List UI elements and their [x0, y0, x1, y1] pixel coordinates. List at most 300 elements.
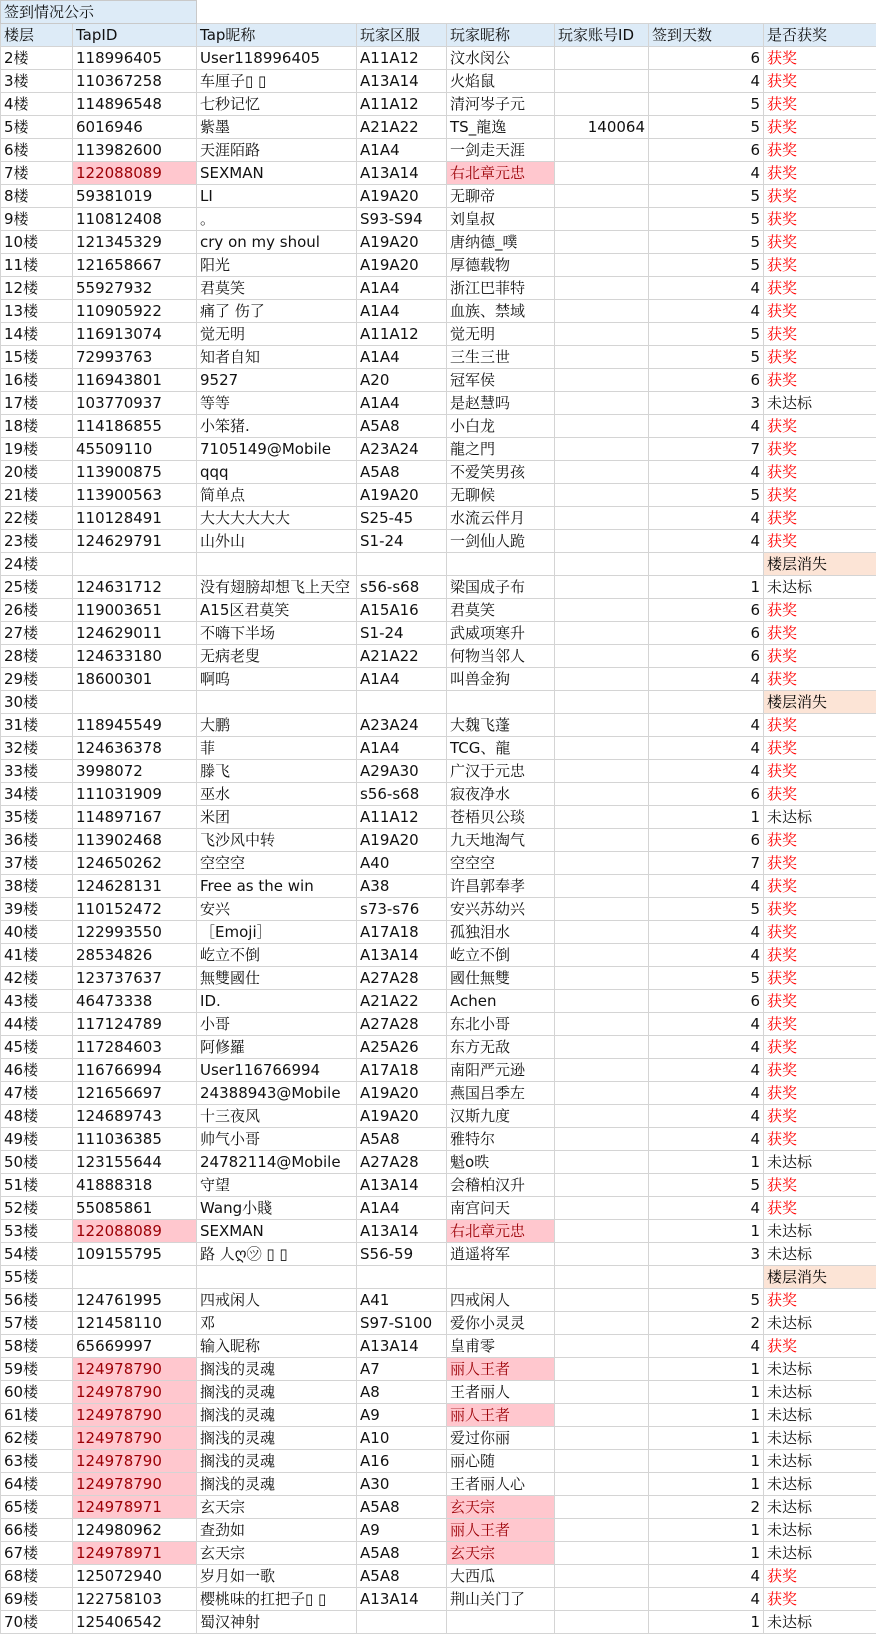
cell-signin-days[interactable]: 5	[649, 346, 764, 369]
cell-account-id[interactable]	[555, 737, 649, 760]
cell-award-status[interactable]: 获奖	[764, 1128, 876, 1151]
cell-signin-days[interactable]: 4	[649, 415, 764, 438]
cell-player-nickname[interactable]: Achen	[447, 990, 555, 1013]
cell-tapid[interactable]: 123155644	[73, 1151, 197, 1174]
cell-player-nickname[interactable]: 丽人王者	[447, 1404, 555, 1427]
cell-tapid[interactable]: 109155795	[73, 1243, 197, 1266]
cell-account-id[interactable]	[555, 323, 649, 346]
cell-player-nickname[interactable]: 三生三世	[447, 346, 555, 369]
cell-award-status[interactable]: 获奖	[764, 645, 876, 668]
cell-tap-nickname[interactable]: 车厘子▯ ▯	[197, 70, 357, 93]
cell-floor[interactable]: 62楼	[1, 1427, 73, 1450]
cell-account-id[interactable]	[555, 139, 649, 162]
cell-floor[interactable]: 22楼	[1, 507, 73, 530]
cell-tap-nickname[interactable]: 搁浅的灵魂	[197, 1404, 357, 1427]
cell-tap-nickname[interactable]: SEXMAN	[197, 162, 357, 185]
cell-tapid[interactable]: 65669997	[73, 1335, 197, 1358]
cell-floor[interactable]: 51楼	[1, 1174, 73, 1197]
cell-signin-days[interactable]: 4	[649, 70, 764, 93]
cell-floor[interactable]: 43楼	[1, 990, 73, 1013]
cell-award-status[interactable]: 获奖	[764, 70, 876, 93]
cell-tapid[interactable]: 113900875	[73, 461, 197, 484]
cell-tapid[interactable]: 124636378	[73, 737, 197, 760]
cell-floor[interactable]: 45楼	[1, 1036, 73, 1059]
cell-player-nickname[interactable]: 安兴苏幼兴	[447, 898, 555, 921]
cell-tap-nickname[interactable]	[197, 553, 357, 576]
cell-server[interactable]: s56-s68	[357, 783, 447, 806]
cell-signin-days[interactable]: 5	[649, 323, 764, 346]
cell-signin-days[interactable]	[649, 691, 764, 714]
cell-account-id[interactable]	[555, 1243, 649, 1266]
cell-signin-days[interactable]: 6	[649, 599, 764, 622]
cell-tap-nickname[interactable]: 蜀汉神射	[197, 1611, 357, 1634]
cell-player-nickname[interactable]: 玄天宗	[447, 1496, 555, 1519]
cell-floor[interactable]: 59楼	[1, 1358, 73, 1381]
cell-signin-days[interactable]: 6	[649, 369, 764, 392]
cell-account-id[interactable]	[555, 47, 649, 70]
cell-tapid[interactable]: 119003651	[73, 599, 197, 622]
cell-tap-nickname[interactable]: 守望	[197, 1174, 357, 1197]
cell-player-nickname[interactable]	[447, 1266, 555, 1289]
cell-player-nickname[interactable]: TCG、龍	[447, 737, 555, 760]
cell-floor[interactable]: 66楼	[1, 1519, 73, 1542]
cell-tapid[interactable]: 111031909	[73, 783, 197, 806]
cell-award-status[interactable]: 未达标	[764, 1450, 876, 1473]
cell-account-id[interactable]	[555, 70, 649, 93]
cell-server[interactable]: A17A18	[357, 1059, 447, 1082]
cell-account-id[interactable]	[555, 1450, 649, 1473]
cell-floor[interactable]: 10楼	[1, 231, 73, 254]
cell-floor[interactable]: 16楼	[1, 369, 73, 392]
cell-signin-days[interactable]: 4	[649, 530, 764, 553]
cell-tap-nickname[interactable]: 9527	[197, 369, 357, 392]
cell-tap-nickname[interactable]: 天涯陌路	[197, 139, 357, 162]
cell-signin-days[interactable]: 2	[649, 1312, 764, 1335]
cell-tapid[interactable]: 124978790	[73, 1404, 197, 1427]
cell-player-nickname[interactable]: 浙江巴菲特	[447, 277, 555, 300]
cell-account-id[interactable]	[555, 415, 649, 438]
cell-signin-days[interactable]: 4	[649, 277, 764, 300]
cell-signin-days[interactable]: 4	[649, 300, 764, 323]
cell-player-nickname[interactable]: 东北小哥	[447, 1013, 555, 1036]
cell-floor[interactable]: 58楼	[1, 1335, 73, 1358]
cell-floor[interactable]: 41楼	[1, 944, 73, 967]
cell-account-id[interactable]	[555, 1496, 649, 1519]
cell-award-status[interactable]: 获奖	[764, 277, 876, 300]
cell-tapid[interactable]: 118996405	[73, 47, 197, 70]
cell-floor[interactable]: 29楼	[1, 668, 73, 691]
cell-server[interactable]: A41	[357, 1289, 447, 1312]
cell-floor[interactable]: 21楼	[1, 484, 73, 507]
cell-award-status[interactable]: 未达标	[764, 1519, 876, 1542]
cell-award-status[interactable]: 获奖	[764, 1059, 876, 1082]
cell-signin-days[interactable]: 4	[649, 1588, 764, 1611]
cell-floor[interactable]: 47楼	[1, 1082, 73, 1105]
cell-floor[interactable]: 30楼	[1, 691, 73, 714]
cell-server[interactable]: A13A14	[357, 944, 447, 967]
cell-award-status[interactable]: 未达标	[764, 1220, 876, 1243]
cell-floor[interactable]: 28楼	[1, 645, 73, 668]
cell-signin-days[interactable]: 1	[649, 1404, 764, 1427]
cell-signin-days[interactable]: 6	[649, 139, 764, 162]
cell-server[interactable]	[357, 691, 447, 714]
cell-award-status[interactable]: 未达标	[764, 1312, 876, 1335]
cell-tap-nickname[interactable]: 玄天宗	[197, 1496, 357, 1519]
cell-floor[interactable]: 5楼	[1, 116, 73, 139]
cell-tapid[interactable]	[73, 553, 197, 576]
cell-signin-days[interactable]: 6	[649, 645, 764, 668]
header-award-status[interactable]: 是否获奖	[764, 24, 876, 47]
cell-tap-nickname[interactable]: 邓	[197, 1312, 357, 1335]
cell-award-status[interactable]: 获奖	[764, 944, 876, 967]
cell-server[interactable]: A1A4	[357, 737, 447, 760]
cell-tapid[interactable]: 116766994	[73, 1059, 197, 1082]
cell-tapid[interactable]: 121458110	[73, 1312, 197, 1335]
cell-signin-days[interactable]: 4	[649, 1036, 764, 1059]
cell-server[interactable]: A17A18	[357, 921, 447, 944]
cell-tap-nickname[interactable]: ［Emoji］	[197, 921, 357, 944]
cell-server[interactable]: A21A22	[357, 990, 447, 1013]
cell-tapid[interactable]: 124978790	[73, 1381, 197, 1404]
cell-player-nickname[interactable]: 叫兽金狗	[447, 668, 555, 691]
cell-tapid[interactable]: 122993550	[73, 921, 197, 944]
cell-award-status[interactable]: 未达标	[764, 1542, 876, 1565]
cell-floor[interactable]: 68楼	[1, 1565, 73, 1588]
cell-tapid[interactable]: 118945549	[73, 714, 197, 737]
cell-tapid[interactable]: 121658667	[73, 254, 197, 277]
cell-award-status[interactable]: 获奖	[764, 1289, 876, 1312]
cell-award-status[interactable]: 获奖	[764, 737, 876, 760]
cell-tap-nickname[interactable]: 紫墨	[197, 116, 357, 139]
cell-account-id[interactable]	[555, 944, 649, 967]
cell-server[interactable]: A1A4	[357, 668, 447, 691]
cell-tapid[interactable]: 124978790	[73, 1450, 197, 1473]
cell-floor[interactable]: 54楼	[1, 1243, 73, 1266]
cell-signin-days[interactable]: 5	[649, 116, 764, 139]
cell-account-id[interactable]	[555, 1059, 649, 1082]
cell-signin-days[interactable]: 5	[649, 484, 764, 507]
cell-account-id[interactable]	[555, 1312, 649, 1335]
cell-account-id[interactable]: 140064	[555, 116, 649, 139]
cell-floor[interactable]: 9楼	[1, 208, 73, 231]
cell-award-status[interactable]: 未达标	[764, 1611, 876, 1634]
cell-player-nickname[interactable]: 魁o昳	[447, 1151, 555, 1174]
cell-tapid[interactable]: 122088089	[73, 1220, 197, 1243]
cell-player-nickname[interactable]: 丽人王者	[447, 1358, 555, 1381]
cell-floor[interactable]: 70楼	[1, 1611, 73, 1634]
cell-tap-nickname[interactable]: 菲	[197, 737, 357, 760]
cell-player-nickname[interactable]: 无聊帝	[447, 185, 555, 208]
cell-tapid[interactable]: 124761995	[73, 1289, 197, 1312]
cell-signin-days[interactable]: 4	[649, 921, 764, 944]
cell-player-nickname[interactable]: 丽人王者	[447, 1519, 555, 1542]
cell-tapid[interactable]	[73, 1266, 197, 1289]
cell-account-id[interactable]	[555, 1427, 649, 1450]
cell-server[interactable]: S1-24	[357, 530, 447, 553]
cell-account-id[interactable]	[555, 254, 649, 277]
cell-floor[interactable]: 31楼	[1, 714, 73, 737]
cell-signin-days[interactable]: 3	[649, 1243, 764, 1266]
cell-server[interactable]: S1-24	[357, 622, 447, 645]
cell-account-id[interactable]	[555, 162, 649, 185]
cell-account-id[interactable]	[555, 1105, 649, 1128]
cell-tap-nickname[interactable]: cry on my shoul	[197, 231, 357, 254]
cell-tapid[interactable]: 123737637	[73, 967, 197, 990]
cell-tap-nickname[interactable]: Wang小賤	[197, 1197, 357, 1220]
cell-tapid[interactable]: 124650262	[73, 852, 197, 875]
cell-tapid[interactable]: 116943801	[73, 369, 197, 392]
header-account-id[interactable]: 玩家账号ID	[555, 24, 649, 47]
cell-server[interactable]	[357, 1266, 447, 1289]
cell-floor[interactable]: 64楼	[1, 1473, 73, 1496]
cell-account-id[interactable]	[555, 185, 649, 208]
cell-tap-nickname[interactable]: SEXMAN	[197, 1220, 357, 1243]
cell-server[interactable]: S97-S100	[357, 1312, 447, 1335]
cell-account-id[interactable]	[555, 622, 649, 645]
cell-floor[interactable]: 4楼	[1, 93, 73, 116]
cell-award-status[interactable]: 获奖	[764, 990, 876, 1013]
cell-account-id[interactable]	[555, 1519, 649, 1542]
cell-tap-nickname[interactable]: 没有翅膀却想飞上天空	[197, 576, 357, 599]
cell-award-status[interactable]: 获奖	[764, 1174, 876, 1197]
cell-player-nickname[interactable]: 小白龙	[447, 415, 555, 438]
cell-tap-nickname[interactable]: A15区君莫笑	[197, 599, 357, 622]
cell-player-nickname[interactable]: 刘皇叔	[447, 208, 555, 231]
cell-award-status[interactable]: 获奖	[764, 438, 876, 461]
cell-award-status[interactable]: 获奖	[764, 484, 876, 507]
cell-floor[interactable]: 60楼	[1, 1381, 73, 1404]
cell-award-status[interactable]: 未达标	[764, 1243, 876, 1266]
cell-server[interactable]: A5A8	[357, 1128, 447, 1151]
cell-server[interactable]: A30	[357, 1473, 447, 1496]
cell-tapid[interactable]: 110905922	[73, 300, 197, 323]
cell-floor[interactable]: 19楼	[1, 438, 73, 461]
cell-account-id[interactable]	[555, 576, 649, 599]
cell-server[interactable]: A21A22	[357, 116, 447, 139]
cell-tapid[interactable]: 124631712	[73, 576, 197, 599]
cell-player-nickname[interactable]: 國仕無雙	[447, 967, 555, 990]
cell-server[interactable]: A11A12	[357, 47, 447, 70]
cell-award-status[interactable]: 获奖	[764, 760, 876, 783]
cell-server[interactable]: A38	[357, 875, 447, 898]
cell-tapid[interactable]: 114897167	[73, 806, 197, 829]
cell-floor[interactable]: 56楼	[1, 1289, 73, 1312]
cell-tapid[interactable]: 124978971	[73, 1496, 197, 1519]
cell-tapid[interactable]: 59381019	[73, 185, 197, 208]
cell-floor[interactable]: 39楼	[1, 898, 73, 921]
cell-account-id[interactable]	[555, 553, 649, 576]
cell-server[interactable]: A23A24	[357, 714, 447, 737]
cell-tap-nickname[interactable]: 巫水	[197, 783, 357, 806]
cell-player-nickname[interactable]: 汉斯九度	[447, 1105, 555, 1128]
cell-floor[interactable]: 38楼	[1, 875, 73, 898]
cell-award-status[interactable]: 未达标	[764, 1358, 876, 1381]
cell-floor[interactable]: 15楼	[1, 346, 73, 369]
cell-tap-nickname[interactable]: 24782114@Mobile	[197, 1151, 357, 1174]
cell-player-nickname[interactable]: 唐纳德_噗	[447, 231, 555, 254]
cell-server[interactable]: A5A8	[357, 1496, 447, 1519]
cell-server[interactable]: A19A20	[357, 231, 447, 254]
cell-account-id[interactable]	[555, 1473, 649, 1496]
cell-signin-days[interactable]: 4	[649, 507, 764, 530]
cell-signin-days[interactable]: 1	[649, 1427, 764, 1450]
cell-signin-days[interactable]: 2	[649, 1496, 764, 1519]
cell-account-id[interactable]	[555, 668, 649, 691]
cell-award-status[interactable]: 获奖	[764, 852, 876, 875]
cell-signin-days[interactable]: 1	[649, 1151, 764, 1174]
cell-tap-nickname[interactable]: 君莫笑	[197, 277, 357, 300]
cell-signin-days[interactable]	[649, 1266, 764, 1289]
cell-account-id[interactable]	[555, 484, 649, 507]
cell-account-id[interactable]	[555, 990, 649, 1013]
cell-account-id[interactable]	[555, 760, 649, 783]
cell-server[interactable]: A19A20	[357, 1082, 447, 1105]
cell-floor[interactable]: 17楼	[1, 392, 73, 415]
cell-account-id[interactable]	[555, 392, 649, 415]
cell-account-id[interactable]	[555, 1335, 649, 1358]
cell-signin-days[interactable]: 4	[649, 162, 764, 185]
cell-server[interactable]: A11A12	[357, 323, 447, 346]
cell-award-status[interactable]: 获奖	[764, 185, 876, 208]
cell-tap-nickname[interactable]: 24388943@Mobile	[197, 1082, 357, 1105]
header-tap-nickname[interactable]: Tap昵称	[197, 24, 357, 47]
cell-account-id[interactable]	[555, 277, 649, 300]
cell-tap-nickname[interactable]: 不嗨下半场	[197, 622, 357, 645]
cell-floor[interactable]: 67楼	[1, 1542, 73, 1565]
cell-tap-nickname[interactable]: 十三夜风	[197, 1105, 357, 1128]
cell-tapid[interactable]: 18600301	[73, 668, 197, 691]
cell-player-nickname[interactable]: 水流云伴月	[447, 507, 555, 530]
cell-server[interactable]: s56-s68	[357, 576, 447, 599]
cell-tapid[interactable]: 121345329	[73, 231, 197, 254]
cell-tapid[interactable]: 122088089	[73, 162, 197, 185]
cell-tapid[interactable]: 117124789	[73, 1013, 197, 1036]
cell-tapid[interactable]: 55085861	[73, 1197, 197, 1220]
cell-floor[interactable]: 44楼	[1, 1013, 73, 1036]
cell-floor[interactable]: 24楼	[1, 553, 73, 576]
cell-tap-nickname[interactable]: User116766994	[197, 1059, 357, 1082]
cell-player-nickname[interactable]: 火焰鼠	[447, 70, 555, 93]
cell-tapid[interactable]: 114186855	[73, 415, 197, 438]
cell-tap-nickname[interactable]: 樱桃味的扛把子▯ ▯	[197, 1588, 357, 1611]
cell-player-nickname[interactable]: 一剑走天涯	[447, 139, 555, 162]
cell-player-nickname[interactable]	[447, 553, 555, 576]
cell-player-nickname[interactable]: 右北章元忠	[447, 162, 555, 185]
cell-account-id[interactable]	[555, 898, 649, 921]
cell-award-status[interactable]: 楼层消失	[764, 691, 876, 714]
cell-tap-nickname[interactable]: 搁浅的灵魂	[197, 1358, 357, 1381]
cell-floor[interactable]: 27楼	[1, 622, 73, 645]
cell-tap-nickname[interactable]: 阳光	[197, 254, 357, 277]
cell-signin-days[interactable]: 1	[649, 1542, 764, 1565]
cell-floor[interactable]: 37楼	[1, 852, 73, 875]
cell-player-nickname[interactable]: 爱过你丽	[447, 1427, 555, 1450]
cell-tapid[interactable]: 124629011	[73, 622, 197, 645]
cell-signin-days[interactable]: 4	[649, 875, 764, 898]
cell-player-nickname[interactable]: 雅特尔	[447, 1128, 555, 1151]
cell-award-status[interactable]: 获奖	[764, 898, 876, 921]
cell-signin-days[interactable]: 5	[649, 967, 764, 990]
cell-tap-nickname[interactable]: LI	[197, 185, 357, 208]
cell-floor[interactable]: 53楼	[1, 1220, 73, 1243]
cell-server[interactable]: A16	[357, 1450, 447, 1473]
cell-tapid[interactable]: 125406542	[73, 1611, 197, 1634]
cell-server[interactable]: A5A8	[357, 461, 447, 484]
cell-account-id[interactable]	[555, 1542, 649, 1565]
cell-player-nickname[interactable]: 皇甫零	[447, 1335, 555, 1358]
cell-tap-nickname[interactable]: 阿修羅	[197, 1036, 357, 1059]
cell-player-nickname[interactable]: 右北章元忠	[447, 1220, 555, 1243]
cell-tap-nickname[interactable]: 大大大大大大	[197, 507, 357, 530]
cell-award-status[interactable]: 楼层消失	[764, 553, 876, 576]
cell-tapid[interactable]: 121656697	[73, 1082, 197, 1105]
cell-award-status[interactable]: 未达标	[764, 1381, 876, 1404]
cell-signin-days[interactable]: 1	[649, 1358, 764, 1381]
cell-player-nickname[interactable]: 孤独泪水	[447, 921, 555, 944]
cell-floor[interactable]: 18楼	[1, 415, 73, 438]
cell-server[interactable]: A23A24	[357, 438, 447, 461]
cell-server[interactable]: A11A12	[357, 806, 447, 829]
cell-signin-days[interactable]: 6	[649, 990, 764, 1013]
cell-player-nickname[interactable]: 不爱笑男孩	[447, 461, 555, 484]
cell-player-nickname[interactable]: 血族、禁域	[447, 300, 555, 323]
cell-server[interactable]: A25A26	[357, 1036, 447, 1059]
cell-award-status[interactable]: 未达标	[764, 1496, 876, 1519]
cell-floor[interactable]: 63楼	[1, 1450, 73, 1473]
cell-account-id[interactable]	[555, 438, 649, 461]
cell-player-nickname[interactable]: 苍梧贝公琰	[447, 806, 555, 829]
cell-floor[interactable]: 40楼	[1, 921, 73, 944]
cell-tap-nickname[interactable]: 搁浅的灵魂	[197, 1427, 357, 1450]
cell-signin-days[interactable]: 5	[649, 208, 764, 231]
cell-account-id[interactable]	[555, 346, 649, 369]
cell-player-nickname[interactable]: TS_龍逸	[447, 116, 555, 139]
cell-tapid[interactable]: 125072940	[73, 1565, 197, 1588]
cell-award-status[interactable]: 获奖	[764, 461, 876, 484]
cell-server[interactable]: A7	[357, 1358, 447, 1381]
cell-signin-days[interactable]: 1	[649, 576, 764, 599]
cell-tap-nickname[interactable]: 四戒闲人	[197, 1289, 357, 1312]
cell-server[interactable]: A27A28	[357, 1013, 447, 1036]
cell-account-id[interactable]	[555, 461, 649, 484]
cell-signin-days[interactable]: 7	[649, 438, 764, 461]
cell-server[interactable]: A27A28	[357, 967, 447, 990]
cell-player-nickname[interactable]: 燕国吕季左	[447, 1082, 555, 1105]
cell-player-nickname[interactable]: 觉无明	[447, 323, 555, 346]
cell-tapid[interactable]: 55927932	[73, 277, 197, 300]
cell-signin-days[interactable]: 1	[649, 1450, 764, 1473]
cell-award-status[interactable]: 获奖	[764, 783, 876, 806]
cell-tapid[interactable]: 113982600	[73, 139, 197, 162]
cell-tapid[interactable]: 124978790	[73, 1427, 197, 1450]
cell-account-id[interactable]	[555, 714, 649, 737]
cell-server[interactable]: s73-s76	[357, 898, 447, 921]
cell-server[interactable]: A13A14	[357, 1588, 447, 1611]
cell-tap-nickname[interactable]: 输入昵称	[197, 1335, 357, 1358]
cell-tapid[interactable]: 124633180	[73, 645, 197, 668]
cell-tap-nickname[interactable]: User118996405	[197, 47, 357, 70]
cell-server[interactable]: A13A14	[357, 1335, 447, 1358]
cell-tapid[interactable]: 124629791	[73, 530, 197, 553]
cell-server[interactable]: A5A8	[357, 415, 447, 438]
cell-tapid[interactable]: 113900563	[73, 484, 197, 507]
cell-player-nickname[interactable]: 玄天宗	[447, 1542, 555, 1565]
cell-signin-days[interactable]	[649, 553, 764, 576]
cell-floor[interactable]: 48楼	[1, 1105, 73, 1128]
cell-tap-nickname[interactable]: 安兴	[197, 898, 357, 921]
cell-signin-days[interactable]: 4	[649, 1059, 764, 1082]
cell-server[interactable]: A9	[357, 1404, 447, 1427]
